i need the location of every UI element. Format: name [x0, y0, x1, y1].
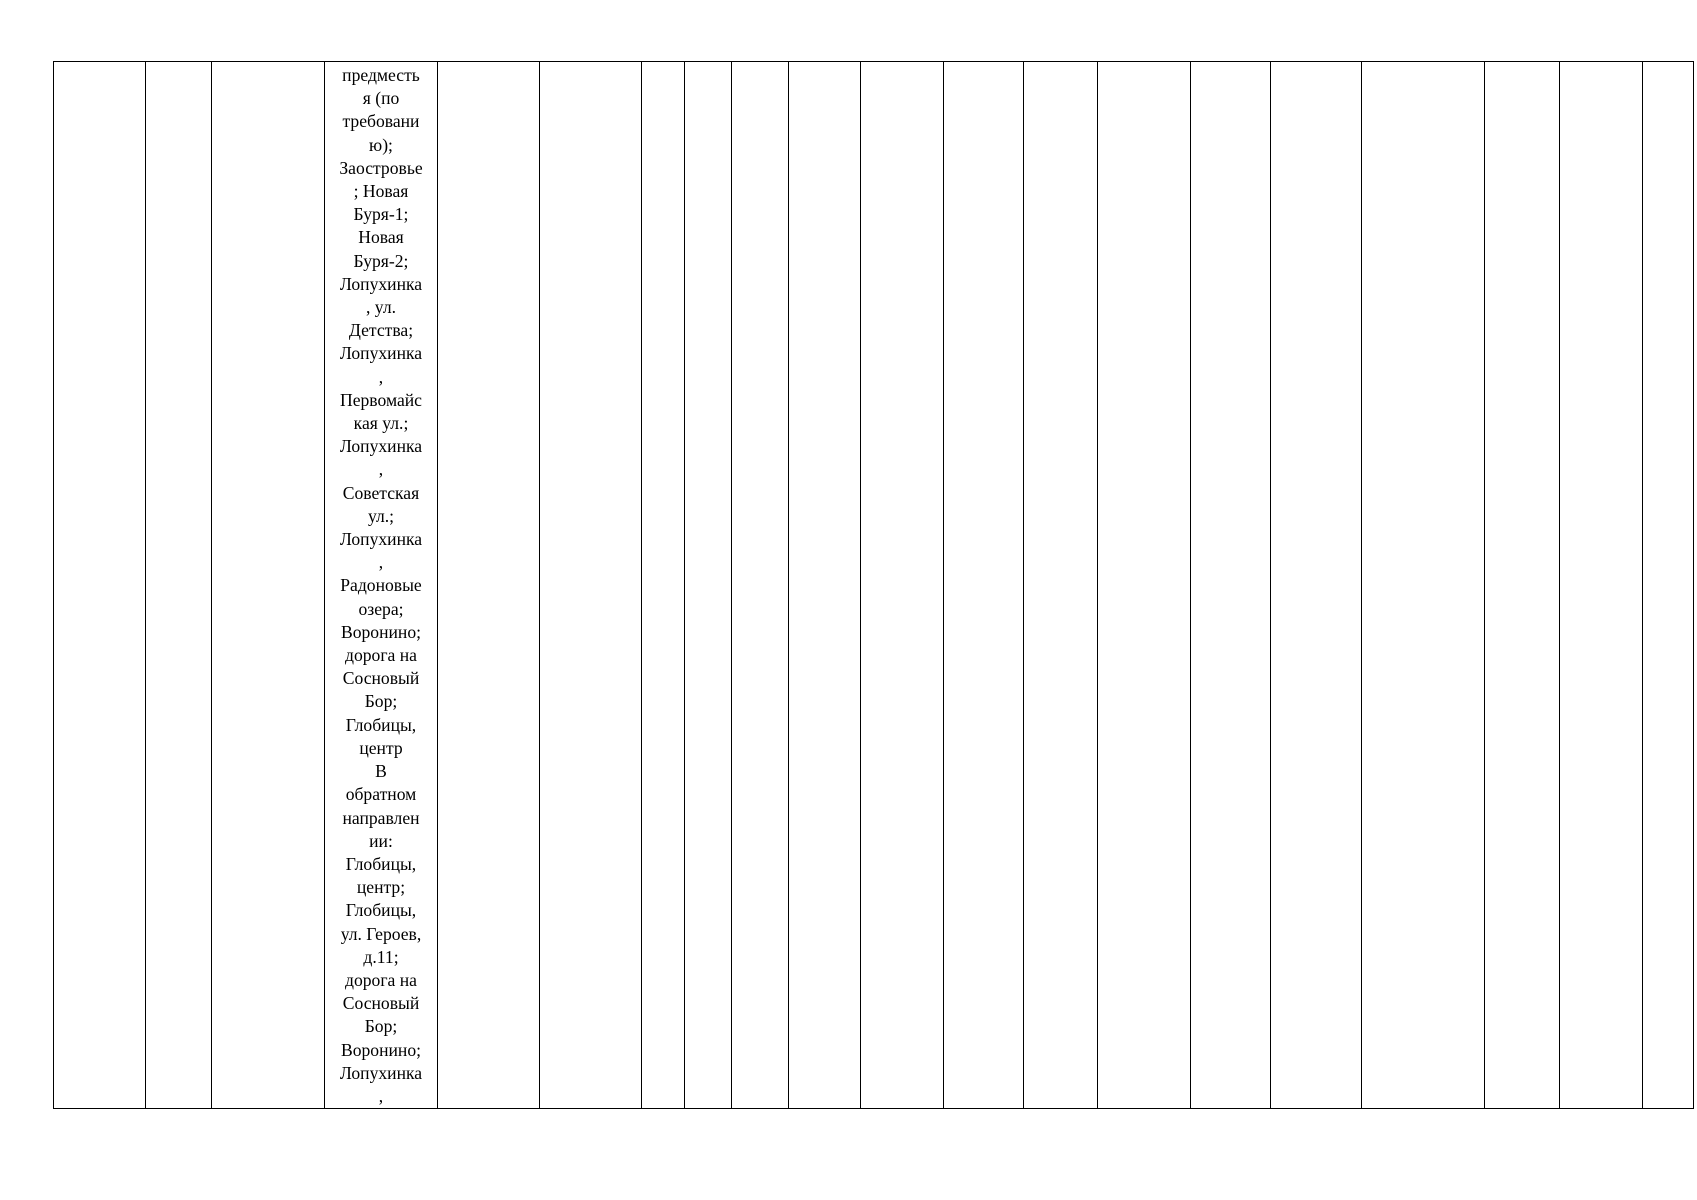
table-cell: [212, 62, 325, 1109]
route-text-line: ул. Героев,: [340, 923, 422, 944]
route-text-line: , ул.: [366, 297, 396, 318]
route-text-line: Заостровье: [339, 157, 423, 178]
route-text-line: направлен: [342, 807, 420, 828]
route-text-line: Сосновый: [342, 668, 420, 689]
route-text-line: дорога на: [345, 645, 417, 666]
table-cell: [146, 62, 212, 1109]
route-text-line: Новая: [358, 227, 404, 248]
route-stops-text: [325, 62, 437, 1108]
route-text-line: требовани: [342, 111, 420, 132]
route-text-line: Советская: [342, 482, 420, 503]
route-text-line: Сосновый: [342, 993, 420, 1014]
route-text-line: Буря-2;: [353, 250, 409, 271]
table-cell: [1098, 62, 1191, 1109]
route-text-line: кая ул.;: [353, 413, 409, 434]
route-text-line: Воронино;: [340, 621, 422, 642]
table-cell: [1271, 62, 1362, 1109]
table-cell: [861, 62, 944, 1109]
route-text-line: ю);: [369, 134, 393, 155]
route-text-line: центр: [359, 737, 403, 758]
route-text-line: Лопухинка: [339, 436, 423, 457]
route-text-line: ,: [378, 1085, 384, 1106]
table-cell: [789, 62, 861, 1109]
route-text-line: Буря-1;: [353, 204, 409, 225]
route-text-line: Лопухинка: [339, 343, 423, 364]
table-cell: [1485, 62, 1560, 1109]
route-text-line: Воронино;: [340, 1039, 422, 1060]
table-cell: [1560, 62, 1643, 1109]
route-text-line: В: [375, 761, 387, 782]
table-cell: [642, 62, 685, 1109]
route-text-line: ; Новая: [353, 181, 409, 202]
route-registry-table: [53, 61, 1694, 1109]
table-cell: [732, 62, 789, 1109]
table-cell: [1362, 62, 1485, 1109]
route-text-line: Бор;: [364, 691, 398, 712]
table-cell: [944, 62, 1024, 1109]
route-stops-cell: [325, 62, 438, 1109]
table-cell: [1643, 62, 1694, 1109]
table-cell: [54, 62, 146, 1109]
route-text-line: Лопухинка: [339, 273, 423, 294]
route-text-line: д.11;: [363, 946, 399, 967]
route-text-line: Лопухинка: [339, 529, 423, 550]
route-text-line: Детства;: [348, 320, 414, 341]
route-text-line: Глобицы,: [345, 714, 417, 735]
route-text-line: ,: [378, 552, 384, 573]
table-cell: [1191, 62, 1271, 1109]
route-text-line: Лопухинка: [339, 1062, 423, 1083]
route-text-line: Радоновые: [340, 575, 422, 596]
route-text-line: Глобицы,: [345, 900, 417, 921]
route-text-line: Первомайс: [339, 389, 422, 410]
route-text-line: ии:: [369, 830, 393, 851]
route-text-line: я (по: [362, 88, 400, 109]
route-text-line: ,: [378, 366, 384, 387]
table-cell: [685, 62, 732, 1109]
route-text-line: Глобицы,: [345, 853, 417, 874]
route-text-line: ул.;: [367, 505, 395, 526]
route-text-line: предместь: [342, 65, 420, 85]
table-cell: [540, 62, 642, 1109]
route-text-line: обратном: [345, 784, 417, 805]
table-cell: [1024, 62, 1098, 1109]
route-text-line: Бор;: [364, 1016, 398, 1037]
route-text-line: центр;: [356, 877, 406, 898]
table-row: [54, 62, 1694, 1109]
route-text-line: ,: [378, 459, 384, 480]
route-text-line: озера;: [358, 598, 404, 619]
route-text-line: дорога на: [345, 969, 417, 990]
table-cell: [438, 62, 540, 1109]
